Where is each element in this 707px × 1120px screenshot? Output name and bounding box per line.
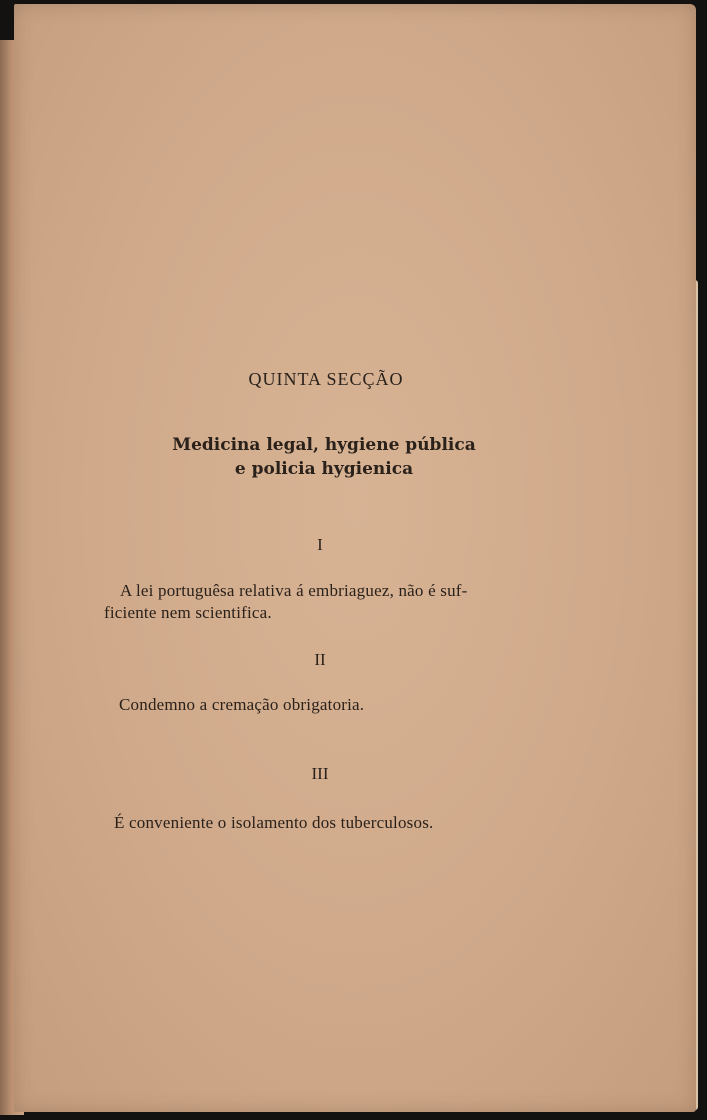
subtitle-line-2: e policia hygienica <box>234 459 414 479</box>
section-subtitle <box>0 433 648 481</box>
thesis-numeral-1: I <box>317 535 323 554</box>
thesis-2-line-1: Condemno a cremação obrigatoria. <box>119 695 365 714</box>
thesis-numeral-2: II <box>314 650 326 669</box>
thesis-numeral-3: III <box>311 764 329 783</box>
thesis-1-line-2: ficiente nem scientifica. <box>104 603 272 622</box>
subtitle-line-1: Medicina legal, hygiene pública <box>172 435 476 455</box>
section-title: QUINTA SECÇÃO <box>248 369 404 389</box>
thesis-1-line-1: A lei portuguêsa relativa á embriaguez, não é suf- <box>120 581 468 600</box>
thesis-3-line-1: É conveniente o isolamento dos tuberculosos. <box>114 813 434 832</box>
